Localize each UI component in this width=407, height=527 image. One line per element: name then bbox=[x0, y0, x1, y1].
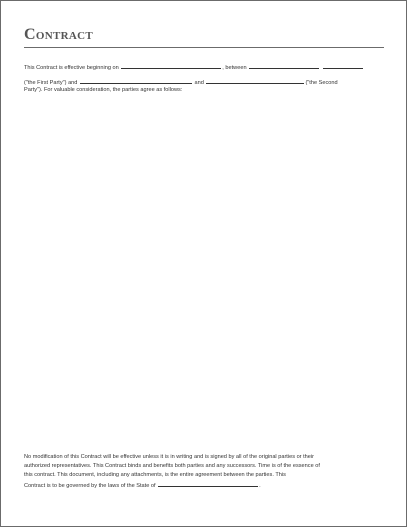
governing-state-blank[interactable] bbox=[158, 481, 258, 487]
effective-label: This Contract is effective beginning on bbox=[24, 65, 119, 71]
first-party-label: ("the First Party") and bbox=[24, 80, 78, 86]
closing-line-1 bbox=[24, 454, 386, 461]
effective-date-line bbox=[24, 63, 386, 72]
closing-text-3: this contract. This document, including any attachments, is the entire agreement between the parties. This bbox=[24, 472, 286, 478]
closing-line-3 bbox=[24, 472, 386, 479]
effective-date-blank[interactable] bbox=[121, 63, 221, 69]
party-definition-text: Party"). For valuable consideration, the parties agree as follows: bbox=[24, 87, 183, 93]
first-party-blank[interactable] bbox=[80, 78, 192, 84]
page-title: Contract bbox=[24, 26, 93, 43]
party-name-blank-1[interactable] bbox=[249, 63, 319, 69]
party-name-blank-2[interactable] bbox=[323, 63, 363, 69]
and-label: and bbox=[194, 80, 204, 86]
closing-line-4: Contract is to be governed by the laws of the State of . bbox=[24, 483, 261, 489]
party-definition-line bbox=[24, 87, 386, 94]
title-divider bbox=[24, 47, 384, 48]
second-party-blank[interactable] bbox=[206, 78, 304, 84]
closing-text-4: Contract is to be governed by the laws of the State of bbox=[24, 483, 156, 489]
closing-text-2: authorized representatives. This Contract binds and benefits both parties and any successors. Time is of the essence of bbox=[24, 463, 320, 469]
second-party-label: ("the Second bbox=[305, 80, 338, 86]
parties-line bbox=[24, 78, 386, 87]
between-label: , between bbox=[222, 65, 247, 71]
closing-text-1: No modification of this Contract will be effective unless it is in writing and is signed by all of the original parties or their bbox=[24, 454, 314, 460]
closing-line-2 bbox=[24, 463, 386, 470]
